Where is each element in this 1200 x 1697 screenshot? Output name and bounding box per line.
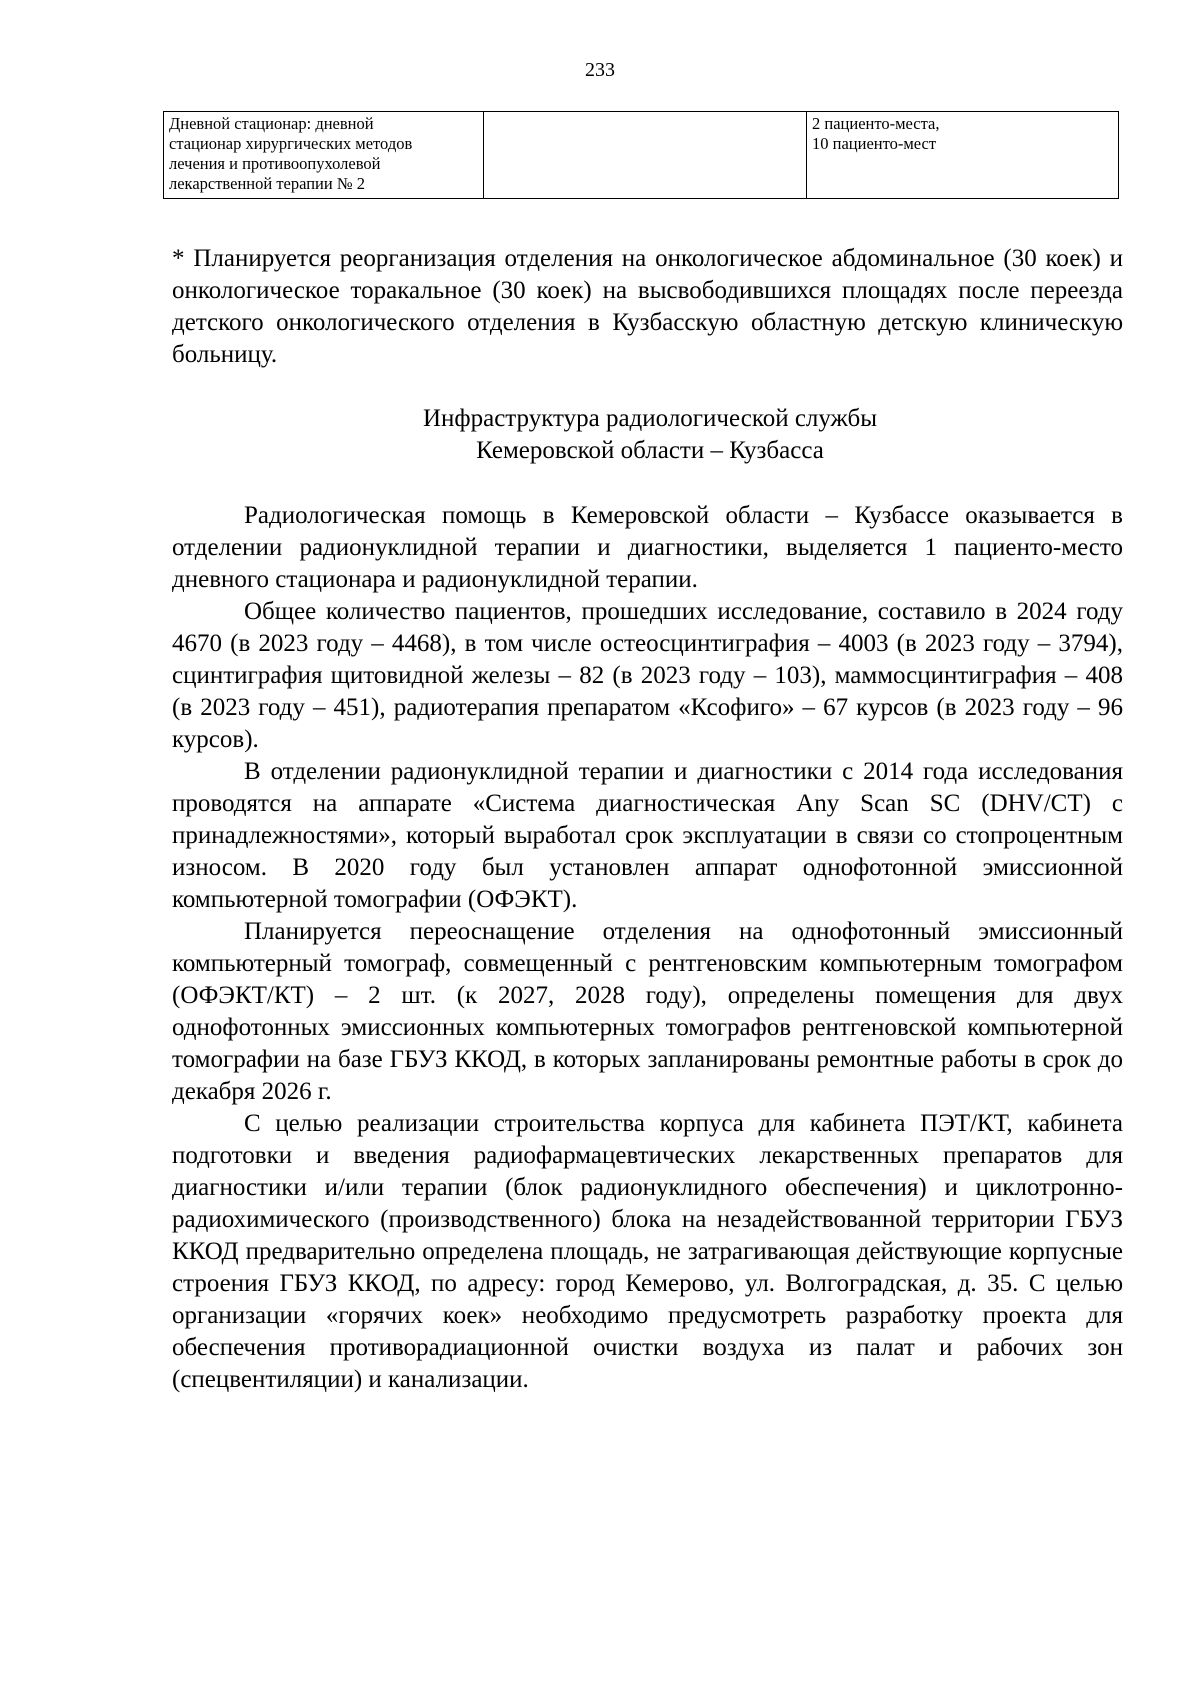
table-cell-empty <box>484 112 807 199</box>
section-title-line-2: Кемеровской области – Кузбасса <box>476 437 824 464</box>
cell-line: 10 пациенто-мест <box>812 134 937 153</box>
paragraph: Радиологическая помощь в Кемеровской области – Кузбассе оказывается в отделении радионуклидной терапии и диагностики, выделяется 1 пациенто-место дневного стационара и радионуклидной терапии. <box>172 502 1123 593</box>
paragraph: В отделении радионуклидной терапии и диагностики с 2014 года исследования проводятся на аппарате «Система диагностическая Any Scan SC (DHV/CT) с принадлежностями», который выработал срок эксплуатации в связи со стопроцентным износом. В 2020 году был установлен аппарат однофотонной эмиссионной компьютерной томографии (ОФЭКТ). <box>172 758 1123 913</box>
section-title-line-1: Инфраструктура радиологической службы <box>422 405 878 432</box>
cell-line: стационар хирургических методов <box>169 134 413 153</box>
table-cell-capacity <box>807 112 1119 199</box>
cell-line: лекарственной терапии № 2 <box>169 174 365 193</box>
cell-line: 2 пациенто-места, <box>812 114 940 133</box>
section-title <box>0 403 1200 467</box>
paragraph: Общее количество пациентов, прошедших исследование, составило в 2024 году 4670 (в 2023 году – 4468), в том числе остеосцинтиграфия – 4003 (в 2023 году – 3794), сцинтиграфия щитовидной железы – 82 (в 2023 году – 103), маммосцинтиграфия – 408 (в 2023 году – 451), радиотерапия препаратом «Ксофиго» – 67 курсов (в 2023 году – 96 курсов). <box>172 598 1123 753</box>
paragraph: С целью реализации строительства корпуса для кабинета ПЭТ/КТ, кабинета подготовки и введения радиофармацевтических лекарственных препаратов для диагностики и/или терапии (блок радионуклидного обеспечения) и циклотронно-радиохимического (производственного) блока на незадействованной территории ГБУЗ ККОД предварительно определена площадь, не затрагивающая действующие корпусные строения ГБУЗ ККОД, по адресу: город Кемерово, ул. Волгоградская, д. 35. С целью организации «горячих коек» необходимо предусмотреть разработку проекта для обеспечения противорадиационной очистки воздуха из палат и рабочих зон (спецвентиляции) и канализации. <box>172 1110 1123 1393</box>
footnote <box>172 243 1123 371</box>
paragraph: Планируется переоснащение отделения на однофотонный эмиссионный компьютерный томограф, совмещенный с рентгеновским компьютерным томографом (ОФЭКТ/КТ) – 2 шт. (к 2027, 2028 году), определены помещения для двух однофотонных эмиссионных компьютерных томографов рентгеновской компьютерной томографии на базе ГБУЗ ККОД, в которых запланированы ремонтные работы в срок до декабря 2026 г. <box>172 918 1123 1105</box>
main-text <box>172 500 1123 1396</box>
table-cell-department <box>164 112 484 199</box>
cell-line: лечения и противоопухолевой <box>169 154 381 173</box>
table-row <box>164 112 1119 199</box>
page-number: 233 <box>585 59 615 81</box>
footnote-text: * Планируется реорганизация отделения на онкологическое абдоминальное (30 коек) и онкологическое торакальное (30 коек) на высвободившихся площадях после переезда детского онкологического отделения в Кузбасскую областную детскую клиническую больницу. <box>172 245 1123 368</box>
cell-line: Дневной стационар: дневной <box>169 114 374 133</box>
capacity-table <box>163 111 1119 199</box>
